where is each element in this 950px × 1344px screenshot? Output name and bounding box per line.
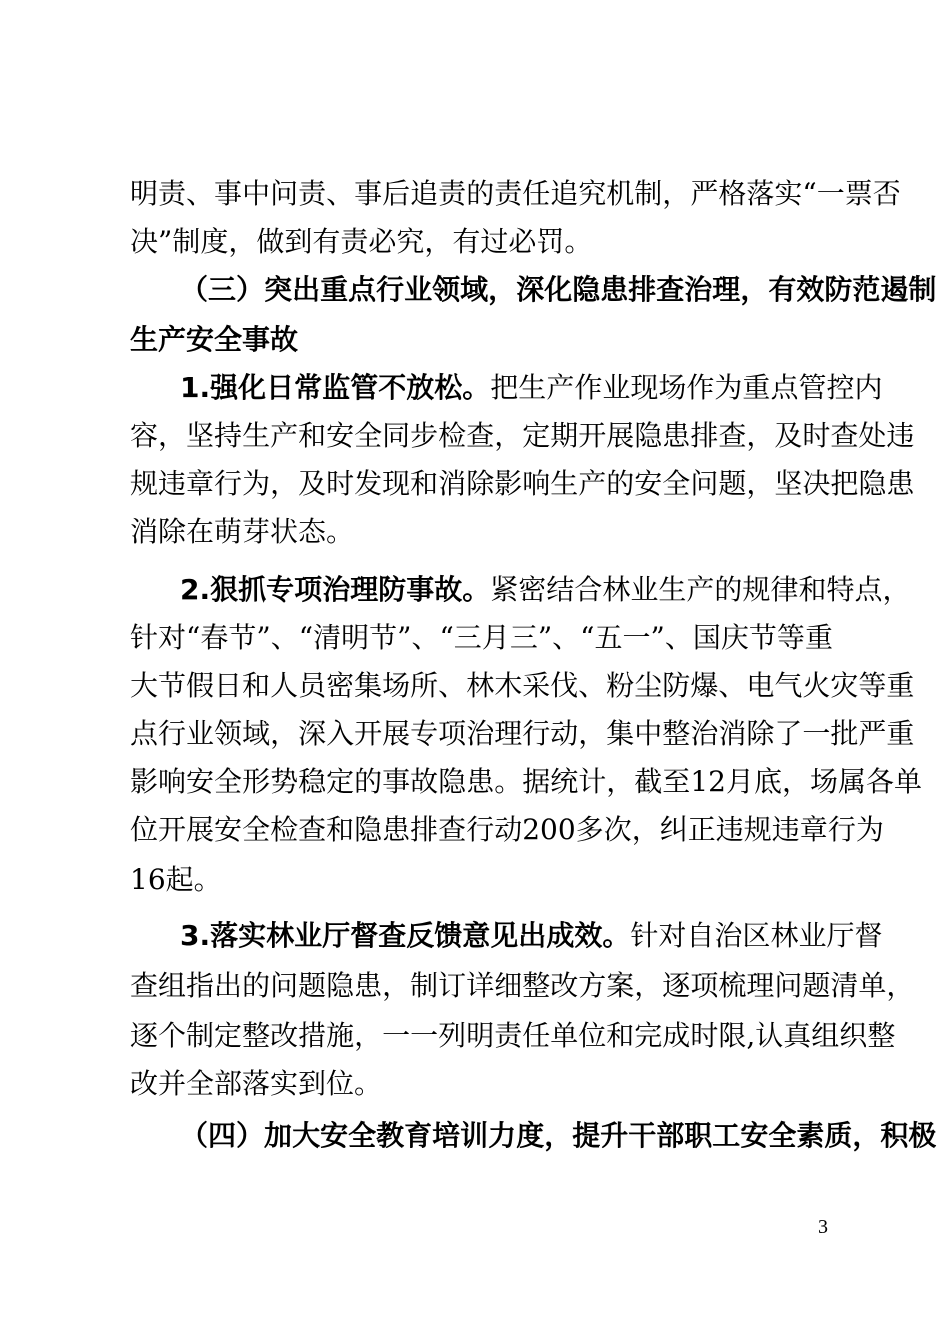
body-text: 消除在萌芽状态。 <box>130 515 355 548</box>
text-line: （ 四 ） 加 大 安 全 教 育 培 训 力 度 ， 提 升 干 部 职 工 安 全 素 质 ， 积 极 <box>180 1119 937 1152</box>
text-line: 明 责 、 事 中 问 责 、 事 后 追 责 的 责 任 追 究 机 制 ， 严 格 落 实 “ 一 票 否 <box>130 177 901 210</box>
page-number: 3 <box>818 1216 828 1238</box>
body-text: 16起。 <box>130 863 222 896</box>
text-line: 查 组 指 出 的 问 题 隐 患 ， 制 订 详 细 整 改 方 案 ， 逐 项 梳 理 问 题 清 单 ， <box>130 969 915 1002</box>
body-text: 决”制度，做到有责必究，有过必罚。 <box>130 225 593 258</box>
text-line: 3 . 落 实 林 业 厅 督 查 反 馈 意 见 出 成 效 。 针 对 自 治 区 林 业 厅 督 <box>180 919 883 952</box>
text-line: 规 违 章 行 为 ， 及 时 发 现 和 消 除 影 响 生 产 的 安 全 问 题 ， 坚 决 把 隐 患 <box>130 467 915 500</box>
text-line: 位 开 展 安 全 检 查 和 隐 患 排 查 行 动 200 多 次 ， 纠 正 违 规 违 章 行 为 <box>130 813 884 846</box>
text-line: （ 三 ） 突 出 重 点 行 业 领 域 ， 深 化 隐 患 排 查 治 理 ， 有 效 防 范 遏 制 <box>180 273 937 306</box>
text-line <box>130 862 830 898</box>
text-line <box>130 1066 830 1102</box>
text-line: 点 行 业 领 域 ， 深 入 开 展 专 项 治 理 行 动 ， 集 中 整 治 消 除 了 一 批 严 重 <box>130 717 915 750</box>
text-line: 逐 个 制 定 整 改 措 施 ， 一 一 列 明 责 任 单 位 和 完 成 时 限 , 认 真 组 织 整 <box>130 1019 896 1052</box>
text-line: 1 . 强 化 日 常 监 管 不 放 松 。 把 生 产 作 业 现 场 作 为 重 点 管 控 内 <box>180 371 883 404</box>
bold-heading-text: 生产安全事故 <box>130 323 299 356</box>
text-line: 大 节 假 日 和 人 员 密 集 场 所 、 林 木 采 伐 、 粉 尘 防 爆 、 电 气 火 灾 等 重 <box>130 669 915 702</box>
text-line <box>130 224 830 260</box>
text-line: 影 响 安 全 形 势 稳 定 的 事 故 隐 患 。 据 统 计 ， 截 至 12 月 底 ， 场 属 各 单 <box>130 765 923 798</box>
text-line <box>130 514 830 550</box>
text-line: 针 对 “ 春 节 ” 、 “ 清 明 节 ” 、 “ 三 月 三 ” 、 “ 五 一 ” 、 国 庆 节 等 重 <box>130 621 833 654</box>
text-line: 2 . 狠 抓 专 项 治 理 防 事 故 。 紧 密 结 合 林 业 生 产 的 规 律 和 特 点 ， <box>180 573 911 606</box>
text-line <box>130 322 830 358</box>
body-text: 改并全部落实到位。 <box>130 1067 383 1100</box>
text-line: 容 ， 坚 持 生 产 和 安 全 同 步 检 查 ， 定 期 开 展 隐 患 排 查 ， 及 时 查 处 违 <box>130 419 915 452</box>
